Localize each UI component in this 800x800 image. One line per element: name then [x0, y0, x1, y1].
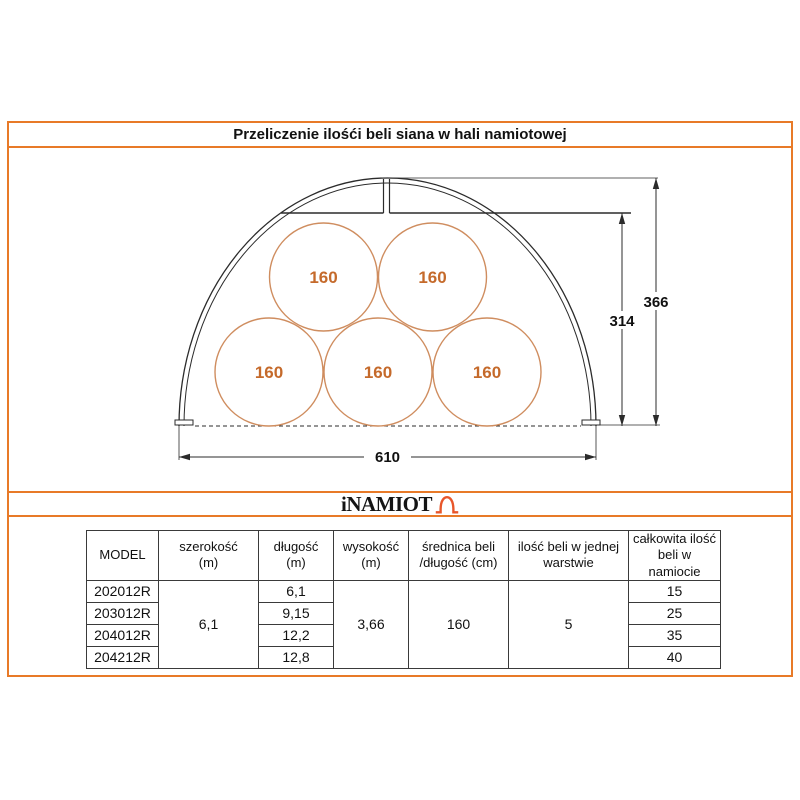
bale-diameter-label: 160	[309, 268, 338, 287]
bale-diameter-label: 160	[363, 363, 393, 382]
table-row	[87, 580, 721, 602]
tent-arch	[179, 178, 596, 426]
spec-table	[86, 530, 721, 669]
tent-icon	[435, 494, 459, 515]
tent-cross-section-diagram	[9, 148, 791, 491]
col-header-bale-diameter: średnica beli /długość (cm)	[409, 531, 509, 581]
tent-base-feet	[175, 420, 600, 425]
total-bales-cell: 40	[629, 646, 721, 668]
hay-bale-labels	[255, 268, 501, 382]
table-section	[7, 515, 793, 677]
col-header-bales-per-layer: ilość beli w jednej warstwie	[509, 531, 629, 581]
col-header-height: wysokość (m)	[334, 531, 409, 581]
title-bar	[7, 121, 793, 148]
col-header-length: długość (m)	[259, 531, 334, 581]
total-height-dim-label: 366	[643, 294, 669, 311]
inner-height-dim-label: 314	[609, 313, 635, 330]
logo-bar	[7, 491, 793, 517]
bale-diameter-label: 160	[472, 363, 502, 382]
bale-diameter-merged-cell: 160	[409, 580, 509, 668]
col-header-model: MODEL	[87, 531, 159, 581]
model-cell: 204212R	[87, 646, 159, 668]
col-header-width: szerokość (m)	[159, 531, 259, 581]
height-merged-cell: 3,66	[334, 580, 409, 668]
tent-ridge-structure	[281, 178, 658, 213]
length-cell: 12,2	[259, 624, 334, 646]
col-header-total-bales: całkowita ilość beli w namiocie	[629, 531, 721, 581]
diagram-section	[7, 146, 793, 493]
length-cell: 12,8	[259, 646, 334, 668]
model-cell: 203012R	[87, 602, 159, 624]
hay-bales	[215, 223, 541, 426]
total-bales-cell: 15	[629, 580, 721, 602]
table-header-row	[87, 531, 721, 581]
width-merged-cell: 6,1	[159, 580, 259, 668]
model-cell: 204012R	[87, 624, 159, 646]
dimension-610	[179, 425, 596, 466]
logo-text: iNAMIOT	[341, 491, 432, 516]
bale-diameter-label: 160	[418, 268, 447, 287]
model-cell: 202012R	[87, 580, 159, 602]
bales-per-layer-merged-cell: 5	[509, 580, 629, 668]
page-title: Przeliczenie ilośći beli siana w hali namiotowej	[233, 126, 567, 143]
dimension-314	[601, 213, 643, 426]
dimension-366	[635, 178, 677, 426]
total-bales-cell: 35	[629, 624, 721, 646]
width-dim-label: 610	[374, 449, 401, 466]
length-cell: 9,15	[259, 602, 334, 624]
total-bales-cell: 25	[629, 602, 721, 624]
length-cell: 6,1	[259, 580, 334, 602]
bale-diameter-label: 160	[254, 363, 284, 382]
